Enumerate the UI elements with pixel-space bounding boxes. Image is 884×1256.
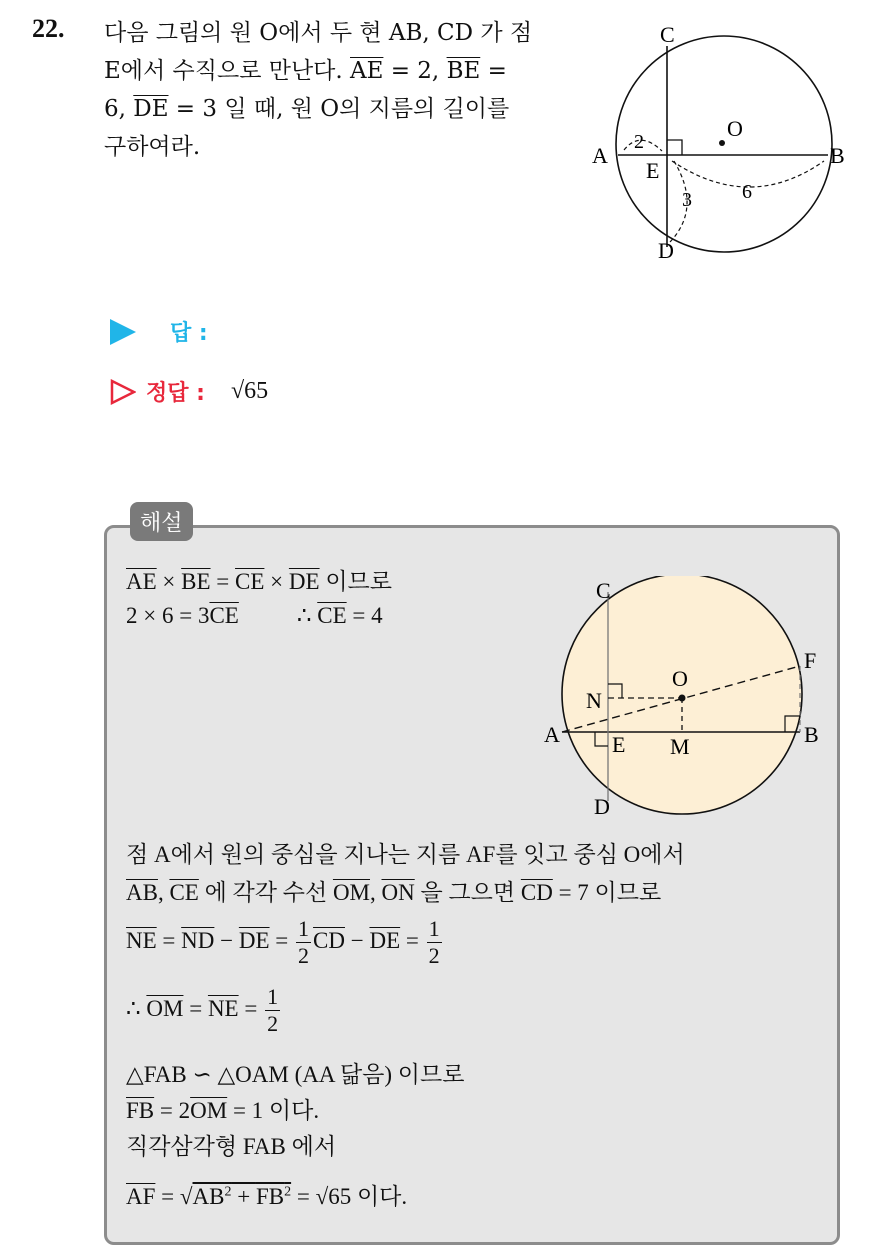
label-m: M: [670, 734, 690, 759]
q-line4: 구하여라.: [104, 134, 201, 160]
problem-figure: [590, 18, 860, 268]
fraction-half: $\frac{1}{2}$: [298, 916, 310, 968]
q-line3a: 6,: [104, 96, 134, 122]
q-line1: 다음 그림의 원 O에서 두 현 AB, CD 가 점: [104, 20, 533, 46]
center-dot: [679, 695, 686, 702]
seg-om: $\overline{OM}$: [190, 1098, 228, 1123]
seg-de: $\overline{DE}$: [288, 569, 320, 594]
seg-ne: $\overline{NE}$: [207, 995, 239, 1021]
label-o: O: [727, 116, 743, 141]
times: ×: [156, 569, 182, 594]
sol-line1: [126, 563, 392, 596]
result: √65: [315, 1184, 352, 1209]
label-a: A: [544, 722, 560, 747]
fraction-half: $\frac{1}{2}$: [267, 984, 279, 1036]
play-outline-icon: [110, 379, 136, 405]
text: = 4: [346, 603, 383, 628]
label-3: 3: [682, 189, 692, 211]
seg-ce: $\overline{CE}$: [235, 569, 265, 594]
label-2: 2: [634, 131, 644, 153]
text: 2 × 6 = 3: [126, 603, 210, 628]
therefore: ∴: [126, 995, 147, 1021]
right-angle-mark: [667, 140, 682, 155]
question-number: 22.: [32, 14, 65, 43]
q-line2c: =: [480, 58, 507, 84]
seg-om: $\overline{OM}$: [332, 880, 370, 905]
correct-label: 정답 :: [146, 381, 205, 406]
text: 에 각각 수선: [198, 880, 333, 905]
label-f: F: [804, 648, 817, 673]
sol-line2: [126, 603, 383, 629]
seg-fb: $\overline{FB}$: [126, 1098, 155, 1123]
seg-fb: FB: [255, 1184, 285, 1209]
solution-tag: 해설: [130, 502, 193, 541]
seg-on: $\overline{ON}$: [381, 880, 415, 905]
sol-line8: [126, 1092, 319, 1125]
center-dot: [719, 140, 725, 146]
fraction-half: $\frac{1}{2}$: [428, 916, 440, 968]
seg-cd: $\overline{CD}$: [520, 880, 553, 905]
seg-cd: $\overline{CD}$: [313, 927, 345, 953]
equals: =: [210, 569, 236, 594]
sol-line5: $\overline{NE} = \overline{ND} - \overline{DE}$ = $\frac{1}{2}$ $\overline{CD} - \overline{DE}$ = $\frac{1}{2}$: [126, 916, 440, 968]
question-text: [104, 14, 564, 166]
label-b: B: [830, 143, 845, 168]
seg-ce: $\overline{CE}$: [317, 603, 347, 628]
seg-de: $\overline{DE}$: [133, 96, 169, 122]
seg-nd: $\overline{ND}$: [181, 927, 215, 953]
solution-figure: [540, 576, 830, 821]
seg-ce: $\overline{CE}$: [209, 603, 239, 628]
seg-be: $\overline{BE}$: [181, 569, 211, 594]
therefore: ∴: [296, 603, 318, 628]
label-e: E: [646, 158, 660, 183]
seg-de: $\overline{DE}$: [238, 927, 270, 953]
label-b: B: [804, 722, 819, 747]
label-c: C: [660, 22, 675, 47]
sol-line10: $\overline{AF} = √AB^2 + FB^2 = √65$ 이다.: [126, 1184, 408, 1209]
seg-ce: $\overline{CE}$: [169, 880, 199, 905]
text: = 7 이므로: [552, 880, 662, 905]
label-n: N: [586, 688, 602, 713]
times: ×: [264, 569, 289, 594]
label-e: E: [612, 732, 626, 757]
seg-de: $\overline{DE}$: [369, 927, 401, 953]
label-o: O: [672, 666, 688, 691]
text: 을 그으면: [414, 880, 521, 905]
seg-ne: $\overline{NE}$: [126, 927, 157, 953]
sol-line6: ∴ $\overline{OM} = \overline{NE}$ = $\frac{1}{2}$: [126, 984, 279, 1036]
q-line2b: = 2,: [383, 58, 447, 84]
sol-line7: △FAB ∽ △OAM (AA 닮음) 이므로: [126, 1062, 465, 1087]
answer-label: 답 :: [170, 321, 208, 346]
correct-value: √65: [230, 378, 269, 404]
label-6: 6: [742, 181, 752, 203]
sol-line4: $\overline{AB}$, $\overline{CE}$ 에 각각 수선 $\overline{OM}$, $\overline{ON}$ 을 그으면 $\overline{CD} = 7$ 이므로: [126, 880, 662, 905]
label-c: C: [596, 578, 611, 603]
label-a: A: [592, 143, 608, 168]
seg-ae: $\overline{AE}$: [126, 569, 157, 594]
seg-af: $\overline{AF}$: [126, 1184, 156, 1209]
text: 이다.: [351, 1184, 408, 1209]
sqrt-content: $AB^2 + FB^2$: [192, 1184, 292, 1209]
seg-ab: $\overline{AB}$: [126, 880, 158, 905]
text: = 1 이다.: [227, 1098, 320, 1123]
answer-row: [110, 316, 208, 347]
q-line2a: E에서 수직으로 만난다.: [104, 58, 350, 84]
sol-line3: 점 A에서 원의 중심을 지나는 지름 AF를 잇고 중심 O에서: [126, 842, 685, 867]
seg-om: $\overline{OM}$: [146, 995, 184, 1021]
correct-answer-row: [110, 376, 268, 407]
q-line3b: = 3 일 때, 원 O의 지름의 길이를: [168, 96, 510, 122]
label-d: D: [658, 238, 674, 263]
seg-be: $\overline{BE}$: [446, 58, 481, 84]
seg-ae: $\overline{AE}$: [350, 58, 384, 84]
play-icon: [110, 319, 136, 345]
seg-ab: AB: [192, 1184, 225, 1209]
label-d: D: [594, 794, 610, 819]
text: = 2: [154, 1098, 191, 1123]
sol-line9: 직각삼각형 FAB 에서: [126, 1134, 337, 1159]
text: 이므로: [319, 569, 392, 594]
